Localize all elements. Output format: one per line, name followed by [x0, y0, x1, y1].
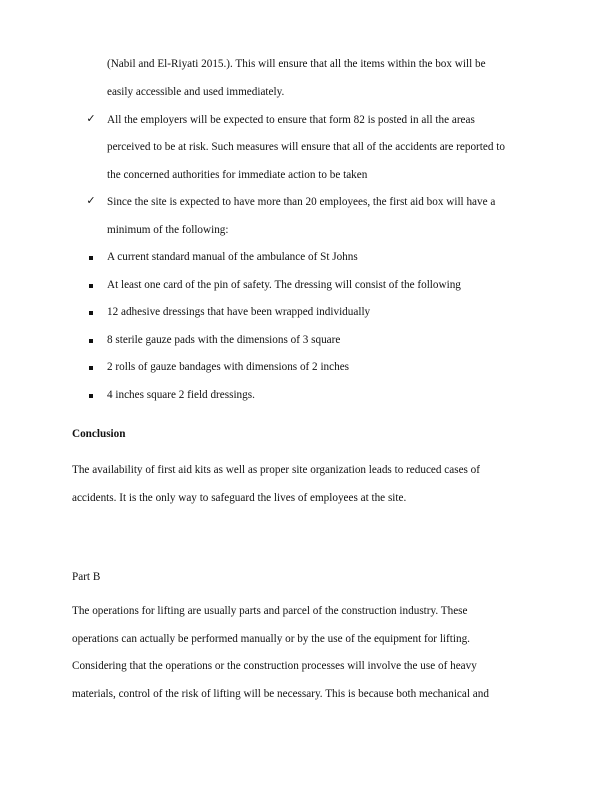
checklist-item-2-line-1: Since the site is expected to have more than 20 employees, the first aid box will have a: [107, 196, 496, 208]
checklist-continuation-line-2: easily accessible and used immediately.: [107, 86, 285, 98]
checklist-item-2-line-2: minimum of the following:: [107, 224, 229, 236]
square-bullet-icon: [89, 311, 93, 315]
conclusion-heading: Conclusion: [72, 428, 126, 440]
part-b-line-1: The operations for lifting are usually parts and parcel of the construction industry. These: [72, 605, 468, 617]
checkmark-icon: ✓: [86, 113, 96, 125]
conclusion-line-1: The availability of first aid kits as well as proper site organization leads to reduced cases of: [72, 464, 481, 476]
square-bullet-icon: [89, 394, 93, 398]
part-b-line-4: materials, control of the risk of lifting will be necessary. This is because both mechanical and: [72, 688, 489, 700]
square-bullet-icon: [89, 256, 93, 260]
checklist-item-1-line-1: All the employers will be expected to ensure that form 82 is posted in all the areas: [107, 114, 475, 126]
checkmark-icon: ✓: [86, 195, 96, 207]
square-bullet-icon: [89, 366, 93, 370]
checklist-item-1-line-2: perceived to be at risk. Such measures will ensure that all of the accidents are reported to: [107, 141, 505, 153]
bullet-item-2: At least one card of the pin of safety. The dressing will consist of the following: [107, 279, 461, 291]
conclusion-line-2: accidents. It is the only way to safeguard the lives of employees at the site.: [72, 492, 407, 504]
part-b-heading: Part B: [72, 571, 101, 583]
part-b-line-3: Considering that the operations or the construction processes will involve the use of heavy: [72, 660, 477, 672]
square-bullet-icon: [89, 284, 93, 288]
part-b-line-2: operations can actually be performed manually or by the use of the equipment for lifting.: [72, 633, 470, 645]
bullet-item-1: A current standard manual of the ambulance of St Johns: [107, 251, 358, 263]
checklist-continuation-line-1: (Nabil and El-Riyati 2015.). This will ensure that all the items within the box will be: [107, 58, 486, 70]
bullet-item-3: 12 adhesive dressings that have been wrapped individually: [107, 306, 371, 318]
checklist-item-1-line-3: the concerned authorities for immediate action to be taken: [107, 169, 368, 181]
square-bullet-icon: [89, 339, 93, 343]
bullet-item-5: 2 rolls of gauze bandages with dimensions of 2 inches: [107, 361, 350, 373]
bullet-item-6: 4 inches square 2 field dressings.: [107, 389, 255, 401]
bullet-item-4: 8 sterile gauze pads with the dimensions of 3 square: [107, 334, 341, 346]
